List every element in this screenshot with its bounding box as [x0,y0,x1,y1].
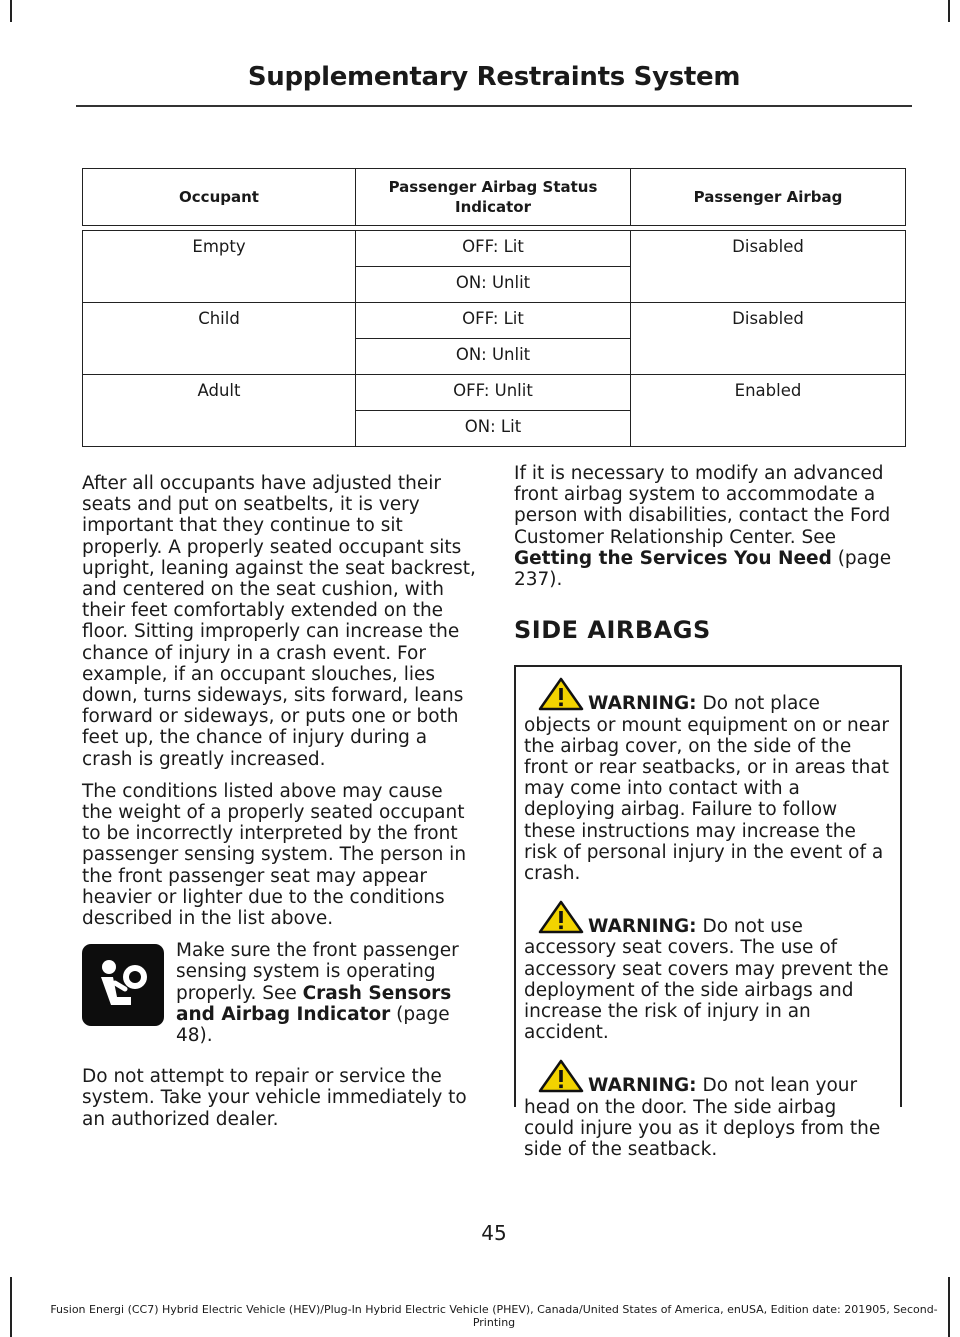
cross-reference-link[interactable]: Crash Sensors and Airbag Indicator [176,982,452,1025]
column-header: Occupant [83,169,356,226]
occupant-cell: Adult [83,375,356,447]
page-reference: (page 48). [176,1003,450,1047]
indicator-cell: OFF: Lit [356,231,631,267]
table-row [83,375,906,411]
footer-edition-info: Fusion Energi (CC7) Hybrid Electric Vehicle (HEV)/Plug-In Hybrid Electric Vehicle (PHEV), Canada/United States of America, enUSA, Edition date: 201905, Second-Printing [50,1303,938,1329]
table-row [83,231,906,267]
section-heading: SIDE AIRBAGS [514,616,711,645]
airbag-occupant-icon [82,944,164,1026]
crop-mark-bottom-right [948,1277,950,1337]
warning-triangle-icon [538,1059,584,1093]
warning-label: WARNING: [588,693,697,715]
body-paragraph: After all occupants have adjusted their seats and put on seatbelts, it is very important that they continue to sit properly. A properly seated occupant sits upright, leaning against the seat backrest, and centered on the seat cushion, with their feet comfortably extended on the floor. Sitting improperly can increase the chance of injury in a crash event. For example, if an occupant slouches, lies down, turns sideways, sits forward, leans forward or sideways, or puts one or both feet up, the chance of injury during a crash is greatly increased. [82,473,476,770]
note-block [82,940,477,1046]
warning-box [514,665,902,1161]
column-header: Passenger Airbag [631,169,906,226]
crop-mark-top-right [948,0,950,22]
body-paragraph: Do not attempt to repair or service the system. Take your vehicle immediately to an authorized dealer. [82,1066,467,1130]
warning-text: Do not lean your head on the door. The side airbag could injure you as it deploys from the side of the seatback. [524,1075,881,1161]
indicator-cell: OFF: Unlit [356,375,631,411]
airbag-cell: Disabled [631,303,906,375]
crop-mark-bottom-left [10,1277,12,1337]
warning-label: WARNING: [588,1075,697,1097]
indicator-cell: ON: Lit [356,411,631,447]
indicator-cell: OFF: Lit [356,303,631,339]
occupant-cell: Empty [83,231,356,303]
crop-mark-top-left [10,0,12,22]
page-reference: (page 237). [514,547,892,591]
warning-triangle-icon [538,900,584,934]
page-title: Supplementary Restraints System [247,62,741,92]
left-column [82,473,477,1141]
right-column [514,463,906,1161]
table-header-row [83,169,906,226]
table-row [83,303,906,339]
warning-triangle-icon [538,677,584,711]
warning-item [524,1059,892,1160]
page-number: 45 [481,1221,507,1245]
airbag-cell: Enabled [631,375,906,447]
body-paragraph: The conditions listed above may cause the weight of a properly seated occupant to be incorrectly interpreted by the front passenger sensing system. The person in the front passenger seat may appear heavier or lighter due to the conditions described in the list above. [82,780,467,930]
indicator-cell: ON: Unlit [356,339,631,375]
airbag-cell: Disabled [631,231,906,303]
column-header: Passenger Airbag Status Indicator [356,169,631,226]
warning-label: WARNING: [588,916,697,938]
header-divider [76,105,912,107]
warning-item [524,900,892,1043]
body-paragraph: If it is necessary to modify an advanced front airbag system to accommodate a person with disabilities, contact the Ford Customer Relationship Center. See [514,463,891,548]
warning-text: Do not use accessory seat covers. The use of accessory seat covers may prevent the deployment of the side airbags and increase the risk of injury in an accident. [524,916,889,1044]
note-text: Make sure the front passenger sensing system is operating properly. See [176,940,459,1004]
warning-text: Do not place objects or mount equipment on or near the airbag cover, on the side of the front or rear seatbacks, or in areas that may come into contact with a deploying airbag. Failure to follow these instructions may increase the risk of personal injury in the event of a crash. [524,693,890,885]
indicator-cell: ON: Unlit [356,267,631,303]
cross-reference-link[interactable]: Getting the Services You Need [514,547,832,569]
airbag-status-table [82,168,906,447]
occupant-cell: Child [83,303,356,375]
warning-item [524,677,892,884]
